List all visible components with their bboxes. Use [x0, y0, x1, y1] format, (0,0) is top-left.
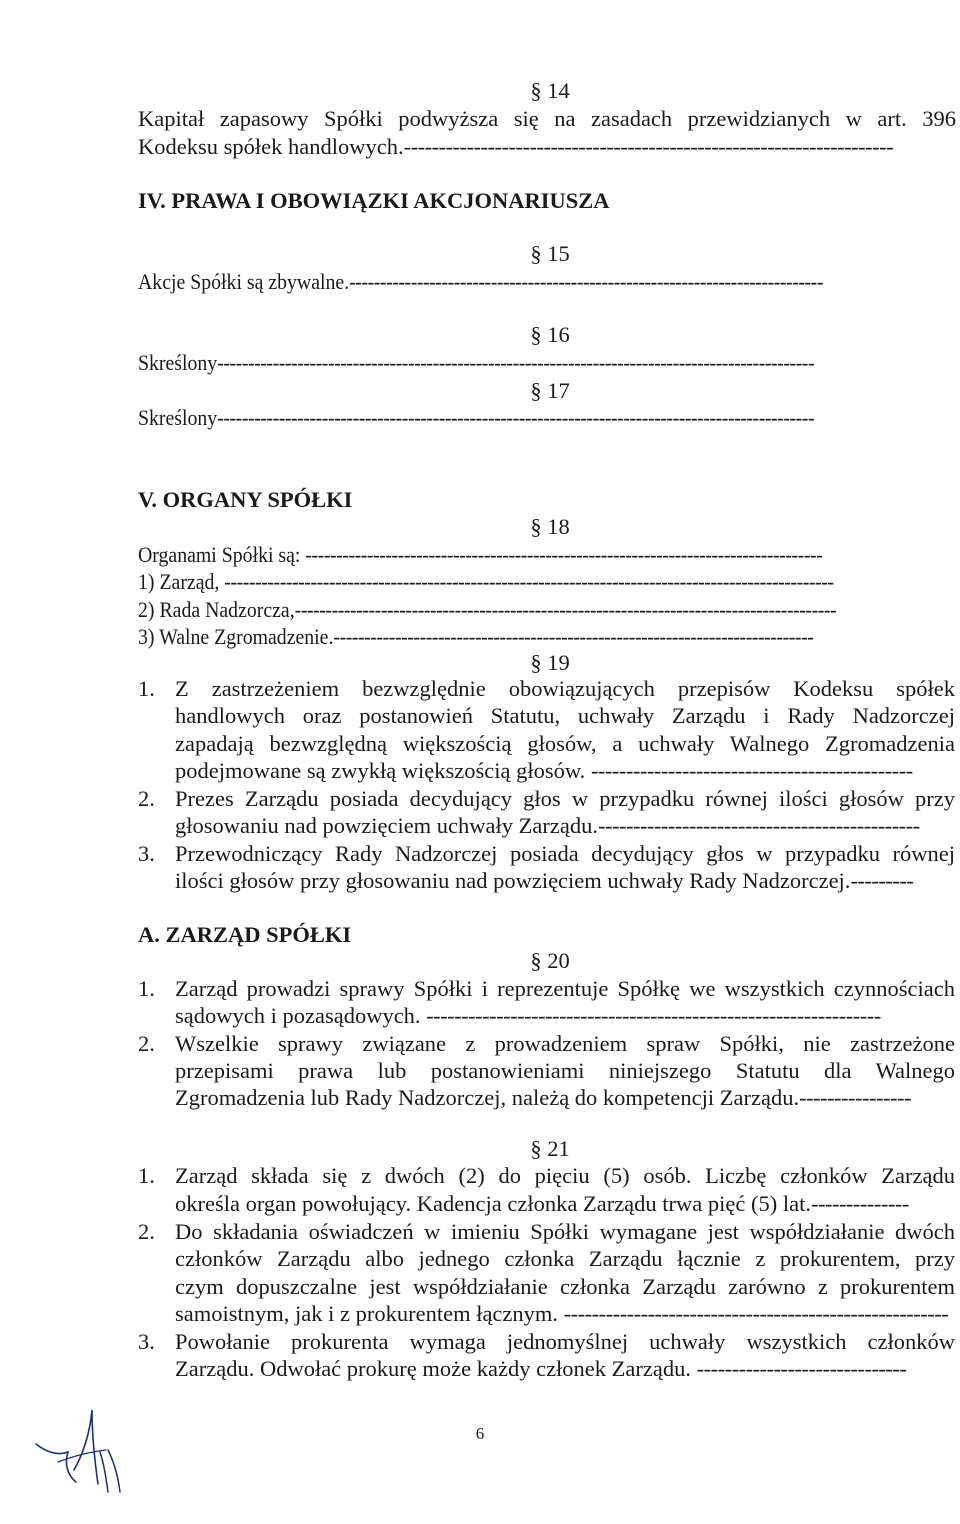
- section-20-point-1-line-1: Zarząd prowadzi sprawy Spółki i reprezentuje Spółkę we wszystkich czynnościach: [175, 976, 955, 1001]
- section-20-point-1-line-2-text: sądowych i pozasądowych.: [175, 1003, 421, 1028]
- section-21-point-3-number: 3.: [138, 1329, 155, 1354]
- section-14-line-2-text: Kodeksu spółek handlowych.: [138, 134, 404, 159]
- section-21-number: § 21: [530, 1136, 570, 1161]
- section-18-item-2: [138, 597, 956, 623]
- section-18-item-3-text: 3) Walne Zgromadzenie.: [138, 624, 334, 649]
- section-19-point-2-line-1: Prezes Zarządu posiada decydujący głos w przypadku równej ilości głosów przy: [175, 786, 955, 811]
- dash-filler: ----------------: [799, 1085, 911, 1110]
- dash-filler: --------------: [810, 1191, 909, 1216]
- dash-filler: -------------------------------------------------------------------------------------------------: [217, 405, 815, 430]
- dash-filler: ------------------------------------------------------------------------------: [333, 624, 814, 649]
- section-19-point-1-line-4: [175, 758, 955, 784]
- dash-filler: -----------------------------------------------------------------------------: [349, 269, 823, 294]
- section-21-point-3-line-1: Powołanie prokurenta wymaga jednomyślnej uchwały wszystkich członków: [175, 1329, 955, 1354]
- section-18-item-1: [138, 569, 956, 595]
- section-21-point-1-line-2-text: określa organ powołujący. Kadencja członka Zarządu trwa pięć (5) lat.: [175, 1191, 811, 1216]
- section-20-point-2-line-3: [175, 1085, 955, 1111]
- section-20-number: § 20: [530, 948, 570, 973]
- section-21-point-2-line-4: [175, 1301, 955, 1327]
- section-a-heading: A. ZARZĄD SPÓŁKI: [138, 922, 352, 947]
- dash-filler: -------------------------------------------------------: [563, 1301, 949, 1326]
- section-21-point-1-line-2: [175, 1191, 955, 1217]
- section-21-point-2-line-1: Do składania oświadczeń w imieniu Spółki wymagane jest współdziałanie dwóch: [175, 1219, 955, 1244]
- section-14-line-1: Kapitał zapasowy Spółki podwyższa się na zasadach przewidzianych w art. 396: [138, 106, 956, 131]
- section-21-point-2-line-4-text: samoistnym, jak i z prokurentem łącznym.: [175, 1301, 559, 1326]
- dash-filler: ---------: [850, 868, 914, 893]
- section-19-point-3-line-2: [175, 868, 955, 894]
- chapter-5-heading: V. ORGANY SPÓŁKI: [138, 487, 353, 512]
- section-19-point-1-line-4-text: podejmowane są zwykłą większością głosów.: [175, 758, 586, 783]
- dash-filler: -----------------------------------------------------------------: [426, 1003, 881, 1028]
- section-21-point-2-line-3: czym dopuszczalne jest współdziałanie członka Zarządu zarówno z prokurentem: [175, 1274, 955, 1299]
- section-16-text: Skreślony: [138, 350, 218, 375]
- section-19-point-1-number: 1.: [138, 676, 155, 701]
- chapter-4-heading: IV. PRAWA I OBOWIĄZKI AKCJONARIUSZA: [138, 188, 610, 213]
- section-19-point-2-line-2: [175, 813, 955, 839]
- section-19-point-3-line-2-text: ilości głosów przy głosowaniu nad powzięciem uchwały Rady Nadzorczej.: [175, 868, 851, 893]
- section-21-point-2-line-2: członków Zarządu albo jednego członka Zarządu łącznie z prokurentem, przy: [175, 1246, 955, 1271]
- section-20-point-2-line-1: Wszelkie sprawy związane z prowadzeniem spraw Spółki, nie zastrzeżone: [175, 1031, 955, 1056]
- section-14-line-2: [138, 134, 956, 160]
- signature-initials-icon: [28, 1392, 138, 1502]
- section-14-number: § 14: [530, 78, 570, 103]
- section-17-line: [138, 405, 956, 431]
- section-19-number: § 19: [530, 650, 570, 675]
- section-18-item-2-text: 2) Rada Nadzorcza,: [138, 597, 295, 622]
- section-19-point-1-line-2: handlowych oraz postanowień Statutu, uchwały Zarządu i Rady Nadzorczej: [175, 703, 955, 728]
- section-21-point-1-line-1: Zarząd składa się z dwóch (2) do pięciu (5) osób. Liczbę członków Zarządu: [175, 1163, 955, 1188]
- section-18-intro-text: Organami Spółki są:: [138, 542, 301, 567]
- section-21-point-1-number: 1.: [138, 1163, 155, 1188]
- dash-filler: ----------------------------------------------------------------------: [403, 134, 894, 159]
- section-19-point-2-number: 2.: [138, 786, 155, 811]
- section-19-point-1-line-1: Z zastrzeżeniem bezwzględnie obowiązujących przepisów Kodeksu spółek: [175, 676, 955, 701]
- dash-filler: -------------------------------------------------------------------------------------------------: [217, 350, 815, 375]
- section-15-text: Akcje Spółki są zbywalne.: [138, 269, 350, 294]
- section-16-line: [138, 350, 956, 376]
- section-19-point-3-number: 3.: [138, 841, 155, 866]
- dash-filler: ----------------------------------------------: [597, 813, 920, 838]
- section-19-point-2-line-2-text: głosowaniu nad powzięciem uchwały Zarządu.: [175, 813, 598, 838]
- section-19-point-3-line-1: Przewodniczący Rady Nadzorczej posiada decydujący głos w przypadku równej: [175, 841, 955, 866]
- section-18-item-1-text: 1) Zarząd,: [138, 569, 220, 594]
- section-21-point-3-line-2-text: Zarządu. Odwołać prokurę może każdy członek Zarządu.: [175, 1356, 691, 1381]
- section-16-number: § 16: [530, 322, 570, 347]
- page-number: 6: [475, 1424, 485, 1443]
- section-20-point-2-line-2: przepisami prawa lub postanowieniami niniejszego Statutu dla Walnego: [175, 1058, 955, 1083]
- dash-filler: ----------------------------------------------: [590, 758, 913, 783]
- section-18-number: § 18: [530, 514, 570, 539]
- section-17-text: Skreślony: [138, 405, 218, 430]
- dash-filler: ------------------------------: [696, 1356, 907, 1381]
- section-21-point-3-line-2: [175, 1356, 955, 1382]
- section-20-point-1-number: 1.: [138, 976, 155, 1001]
- dash-filler: ---------------------------------------------------------------------------------------------------: [224, 569, 834, 594]
- section-17-number: § 17: [530, 378, 570, 403]
- section-20-point-2-number: 2.: [138, 1031, 155, 1056]
- dash-filler: ------------------------------------------------------------------------------------: [305, 542, 823, 567]
- section-18-intro: [138, 542, 956, 568]
- section-15-number: § 15: [530, 241, 570, 266]
- section-18-item-3: [138, 624, 956, 650]
- section-15-line: [138, 269, 956, 295]
- dash-filler: ----------------------------------------------------------------------------------------: [294, 597, 837, 622]
- section-20-point-1-line-2: [175, 1003, 955, 1029]
- section-20-point-2-line-3-text: Zgromadzenia lub Rady Nadzorczej, należą do kompetencji Zarządu.: [175, 1085, 800, 1110]
- section-21-point-2-number: 2.: [138, 1219, 155, 1244]
- section-19-point-1-line-3: zapadają bezwzględną większością głosów, a uchwały Walnego Zgromadzenia: [175, 731, 955, 756]
